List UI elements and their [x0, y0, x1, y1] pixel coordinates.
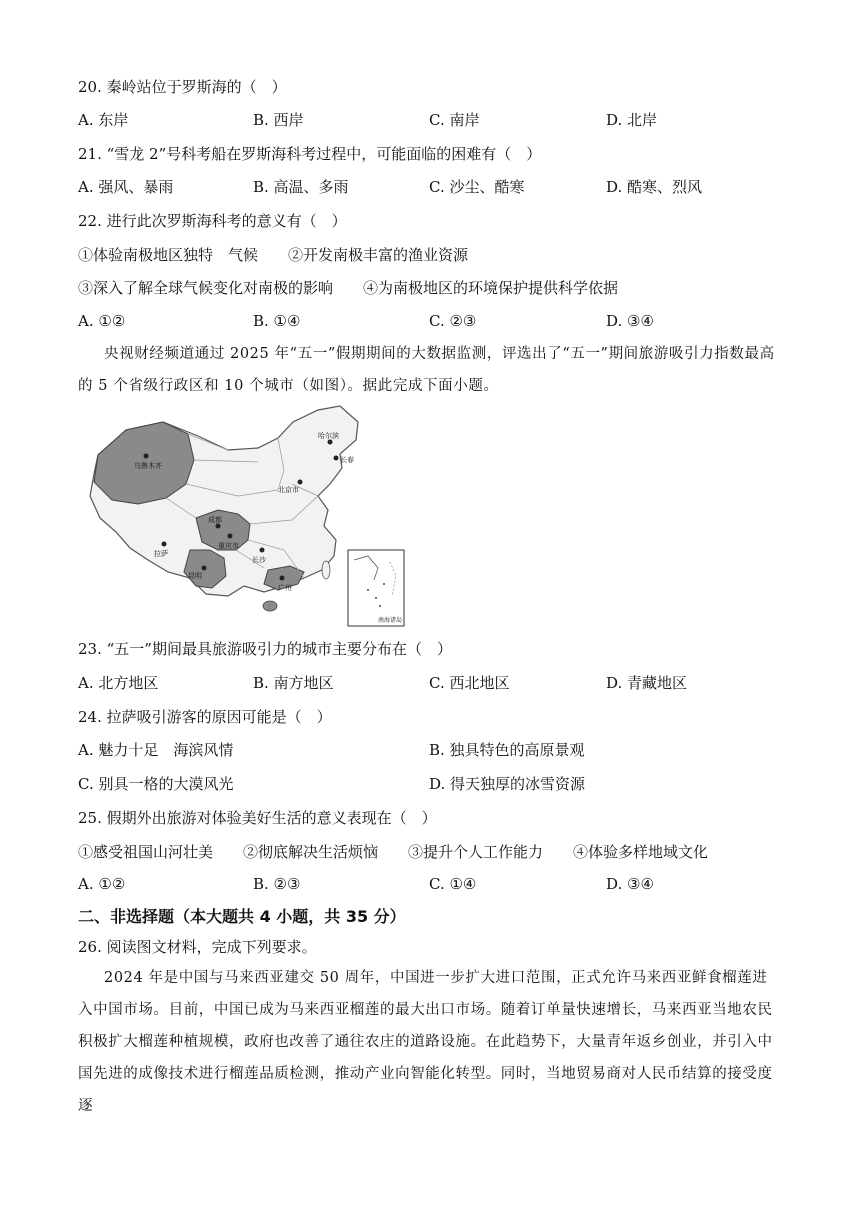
marker-chongqing	[228, 534, 233, 539]
q21-stem: 21. “雪龙 2”号科考船在罗斯海科考过程中，可能面临的困难有（ ）	[78, 145, 542, 163]
q23-options	[78, 672, 778, 694]
q21-option-d[interactable]: D. 酷寒、烈风	[606, 178, 703, 196]
marker-lhasa	[162, 542, 167, 547]
q21-option-a[interactable]: A. 强风、暴雨	[78, 178, 174, 196]
q20-option-a[interactable]: A. 东岸	[78, 111, 129, 129]
inset-label: 南海诸岛	[378, 617, 403, 624]
q23-option-c[interactable]: C. 西北地区	[429, 674, 510, 692]
q26-stem: 26. 阅读图文材料，完成下列要求。	[78, 938, 317, 956]
label-lhasa: 拉萨	[154, 550, 168, 558]
q26-passage	[78, 962, 780, 1122]
label-chengdu: 成都	[208, 516, 222, 524]
q24-options-row2	[78, 773, 778, 795]
q21-option-c[interactable]: C. 沙尘、酷寒	[429, 178, 525, 196]
q20-options	[78, 109, 778, 131]
q20-stem: 20. 秦岭站位于罗斯海的（ ）	[78, 78, 287, 96]
q24-stem: 24. 拉萨吸引游客的原因可能是（ ）	[78, 708, 332, 726]
label-changsha: 长沙	[252, 556, 266, 564]
marker-beijing	[298, 480, 303, 485]
q24-option-a[interactable]: A. 魅力十足 海滨风情	[78, 741, 234, 759]
q22-option-c[interactable]: C. ②③	[429, 312, 477, 330]
q24-option-d[interactable]: D. 得天独厚的冰雪资源	[429, 775, 586, 793]
q25-option-c[interactable]: C. ①④	[429, 875, 477, 893]
q20-option-b[interactable]: B. 西岸	[253, 111, 304, 129]
q20-option-c[interactable]: C. 南岸	[429, 111, 480, 129]
china-map-svg	[78, 400, 418, 630]
q23-option-b[interactable]: B. 南方地区	[253, 674, 334, 692]
taiwan-island	[322, 561, 330, 579]
china-map	[78, 400, 418, 630]
marker-harbin	[328, 440, 333, 445]
label-beijing: 北京市	[278, 486, 299, 494]
q26-passage-text: 2024 年是中国与马来西亚建交 50 周年，中国进一步扩大进口范围，正式允许马来西亚鲜食榴莲进入中国市场。目前，中国已成为马来西亚榴莲的最大出口市场。随着订单量快速增长，马来西亚当地农民积极扩大榴莲种植规模，政府也改善了通往农庄的道路设施。在此趋势下，大量青年返乡创业，并引入中国先进的成像技术进行榴莲品质检测，推动产业向智能化转型。同时，当地贸易商对人民币结算的接受度逐	[78, 970, 773, 1114]
section-heading: 二、非选择题（本大题共 4 小题，共 35 分）	[78, 907, 406, 926]
label-chongqing: 重庆市	[218, 542, 239, 550]
q22-stem: 22. 进行此次罗斯海科考的意义有（ ）	[78, 212, 347, 230]
q25-stem: 25. 假期外出旅游对体验美好生活的意义表现在（ ）	[78, 809, 437, 827]
marker-chengdu	[216, 524, 221, 529]
q22-statements-1: ①体验南极地区独特 气候 ②开发南极丰富的渔业资源	[78, 246, 469, 264]
marker-guangzhou	[280, 576, 285, 581]
marker-changchun	[334, 456, 339, 461]
q25-option-d[interactable]: D. ③④	[606, 875, 654, 893]
marker-urumqi	[144, 454, 149, 459]
south-china-sea-inset	[348, 550, 404, 626]
label-guangzhou: 广州	[278, 584, 292, 592]
q22-option-d[interactable]: D. ③④	[606, 312, 654, 330]
q25-option-a[interactable]: A. ①②	[78, 875, 126, 893]
intro-text: 央视财经频道通过 2025 年“五一”假期期间的大数据监测，评选出了“五一”期间旅游吸引力指数最高的 5 个省级行政区和 10 个城市（如图）。据此完成下面小题。	[78, 346, 775, 394]
q23-option-a[interactable]: A. 北方地区	[78, 674, 159, 692]
q24-options-row1	[78, 739, 778, 761]
label-harbin: 哈尔滨	[318, 432, 339, 440]
q21-option-b[interactable]: B. 高温、多雨	[253, 178, 349, 196]
q23-option-d[interactable]: D. 青藏地区	[606, 674, 688, 692]
q22-option-b[interactable]: B. ①④	[253, 312, 301, 330]
q24-option-c[interactable]: C. 别具一格的大漠风光	[78, 775, 234, 793]
label-changchun: 长春	[340, 456, 354, 464]
label-kunming: 昆明	[188, 572, 202, 580]
q22-statements-2: ③深入了解全球气候变化对南极的影响 ④为南极地区的环境保护提供科学依据	[78, 279, 619, 297]
marker-kunming	[202, 566, 207, 571]
label-urumqi: 乌鲁木齐	[134, 462, 162, 470]
intro-paragraph	[78, 338, 780, 402]
q22-options	[78, 312, 778, 334]
hainan-island	[263, 601, 277, 611]
q20-option-d[interactable]: D. 北岸	[606, 111, 658, 129]
q25-options	[78, 875, 778, 897]
q24-option-b[interactable]: B. 独具特色的高原景观	[429, 741, 585, 759]
q23-stem: 23. “五一”期间最具旅游吸引力的城市主要分布在（ ）	[78, 640, 452, 658]
q22-option-a[interactable]: A. ①②	[78, 312, 126, 330]
q25-option-b[interactable]: B. ②③	[253, 875, 301, 893]
marker-changsha	[260, 548, 265, 553]
q25-statements: ①感受祖国山河壮美 ②彻底解决生活烦恼 ③提升个人工作能力 ④体验多样地域文化	[78, 843, 709, 861]
q21-options	[78, 176, 778, 198]
